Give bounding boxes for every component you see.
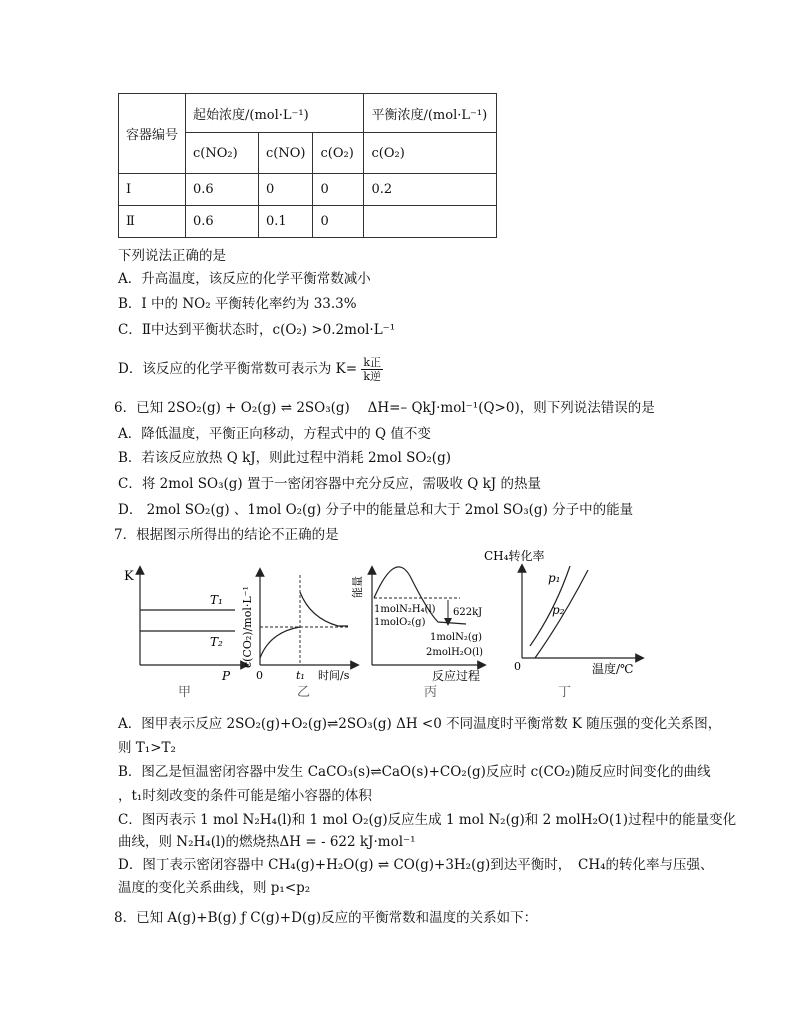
yi-t1: t₁: [296, 669, 305, 682]
q7-option-d-line1: D．图丁表示密闭容器中 CH₄(g)+H₂O(g) ⇌ CO(g)+3H₂(g)到达平衡时， CH₄的转化率与压强、: [118, 857, 714, 873]
q6-option-b: B．若该反应放热 Q kJ，则此过程中消耗 2mol SO₂(g): [118, 450, 451, 466]
yi-caption: 乙: [297, 685, 311, 700]
sub-o2: c(O₂): [313, 133, 364, 174]
concentration-table: [118, 93, 497, 238]
q7-stem: 7．根据图示所得出的结论不正确的是: [114, 527, 339, 543]
ding-p1: p₁: [548, 571, 561, 585]
q6-stem: 6．已知 2SO₂(g) + O₂(g) ⇌ 2SO₃(g) ΔH=– QkJ·mol⁻¹(Q>0)，则下列说法错误的是: [114, 400, 655, 416]
ding-xlabel: 温度/℃: [592, 662, 634, 676]
q8-stem: 8．已知 A(g)+B(g) ƒ C(g)+D(g)反应的平衡常数和温度的关系如下：: [114, 910, 538, 926]
q5-prompt: 下列说法正确的是: [118, 248, 226, 264]
q5-option-b: B．I 中的 NO₂ 平衡转化率约为 33.3%: [118, 296, 357, 312]
yi-curve-after: [300, 592, 348, 626]
yi-curve-before: [260, 627, 300, 658]
jia-t2: T₂: [210, 635, 223, 649]
jia-t1: T₁: [210, 593, 223, 607]
jia-ylabel: K: [124, 569, 134, 584]
cell: 0.6: [186, 206, 259, 238]
table-row: [119, 174, 497, 206]
cell: 0.6: [186, 174, 259, 206]
row-id: Ⅱ: [119, 206, 186, 238]
figure-ding: [484, 548, 640, 700]
ding-title: CH₄转化率: [484, 549, 545, 563]
cell: 0: [313, 174, 364, 206]
q7-option-b-line1: B．图乙是恒温密闭容器中发生 CaCO₃(s)⇌CaO(s)+CO₂(g)反应时 c(CO₂)随反应时间变化的曲线: [118, 764, 711, 780]
figure-jia: [124, 569, 245, 700]
q5-option-d-text: D．该反应的化学平衡常数可表示为 K=: [118, 361, 358, 377]
q6-option-d: D． 2mol SO₂(g) 、1mol O₂(g) 分子中的能量总和大于 2mol SO₃(g) 分子中的能量: [118, 502, 634, 518]
ding-origin: 0: [514, 660, 521, 673]
cell: 0.1: [259, 206, 313, 238]
bing-xlabel: 反应过程: [432, 669, 481, 683]
yi-xlabel: 时间/s: [318, 669, 350, 682]
sub-o2-eq: c(O₂): [364, 133, 497, 174]
figure-yi: [241, 572, 355, 700]
bing-caption: 丙: [424, 685, 438, 700]
fraction-denominator: k逆: [363, 370, 381, 383]
bing-delta: 622kJ: [453, 607, 483, 618]
header-vessel: 容器编号: [119, 94, 186, 174]
header-equil: 平衡浓度/(mol·L⁻¹): [364, 94, 497, 133]
q6-option-a: A．降低温度，平衡正向移动，方程式中的 Q 值不变: [118, 426, 431, 442]
q7-option-d-line2: 温度的变化关系曲线，则 p₁<p₂: [118, 880, 311, 896]
jia-caption: 甲: [178, 685, 192, 700]
yi-ylabel: c(CO₂)/mol·L⁻¹: [241, 586, 254, 668]
q7-option-c-line2: 曲线，则 N₂H₄(l)的燃烧热ΔH = - 622 kJ·mol⁻¹: [118, 834, 416, 850]
ding-p2: p₂: [552, 603, 565, 617]
figure-bing: [350, 567, 483, 700]
q6-option-c: C．将 2mol SO₃(g) 置于一密闭容器中充分反应，需吸收 Q kJ 的热量: [118, 476, 541, 492]
bing-prod2: 2molH₂O(l): [426, 647, 483, 658]
bing-ylabel: 能量: [351, 576, 364, 598]
q7-option-a-line1: A．图甲表示反应 2SO₂(g)+O₂(g)⇌2SO₃(g) ΔH <0 不同温度时平衡常数 K 随压强的变化关系图，: [118, 716, 722, 732]
sub-no2: c(NO₂): [186, 133, 259, 174]
ding-caption: 丁: [558, 685, 572, 700]
q7-option-b-line2: ，t₁时刻改变的条件可能是缩小容器的体积: [118, 788, 372, 804]
table-row: [119, 206, 497, 238]
q5-option-c: C．Ⅱ中达到平衡状态时，c(O₂) >0.2mol·L⁻¹: [118, 322, 396, 338]
header-initial: 起始浓度/(mol·L⁻¹): [186, 94, 364, 133]
yi-origin: 0: [256, 669, 263, 682]
cell: [364, 206, 497, 238]
row-id: I: [119, 174, 186, 206]
q7-option-c-line1: C．图丙表示 1 mol N₂H₄(l)和 1 mol O₂(g)反应生成 1 mol N₂(g)和 2 molH₂O(1)过程中的能量变化: [118, 812, 737, 828]
bing-react1: 1molN₂H₄(l): [374, 604, 436, 615]
q7-option-a-line2: 则 T₁>T₂: [118, 740, 176, 756]
sub-no: c(NO): [259, 133, 313, 174]
fraction-numerator: k正: [363, 356, 381, 369]
q5-option-a: A．升高温度，该反应的化学平衡常数减小: [118, 271, 371, 287]
q5-option-d: [118, 356, 383, 383]
jia-xlabel: P: [222, 669, 231, 683]
bing-react2: 1molO₂(g): [374, 617, 426, 628]
q7-figures: [110, 540, 670, 705]
cell: 0.2: [364, 174, 497, 206]
bing-prod1: 1molN₂(g): [430, 632, 483, 643]
cell: 0: [259, 174, 313, 206]
cell: 0: [313, 206, 364, 238]
